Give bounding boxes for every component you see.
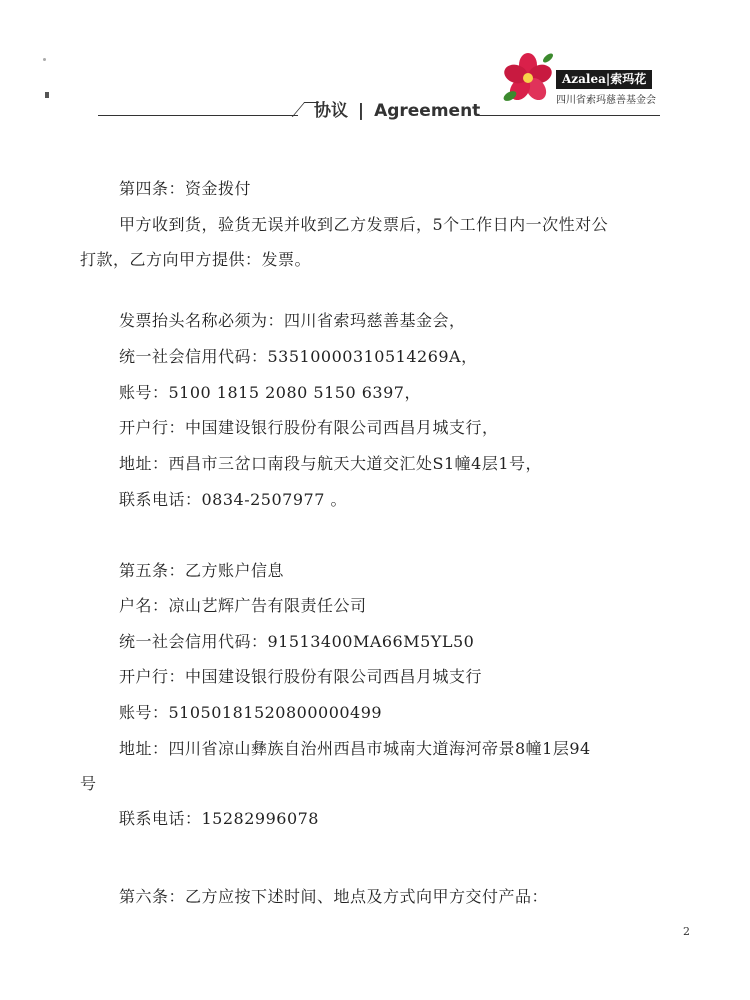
logo-subtitle: 四川省索玛慈善基金会 <box>556 95 656 106</box>
azalea-flower-icon <box>500 48 560 108</box>
party-b-address-line2: 号 <box>80 774 97 793</box>
party-b-phone: 联系电话：15282996078 <box>119 809 319 828</box>
logo-badge: Azalea|索玛花 <box>556 70 652 89</box>
page-number: 2 <box>683 925 690 938</box>
party-b-address-line1: 地址：四川省凉山彝族自治州西昌市城南大道海河帝景8幢1层94 <box>119 739 591 758</box>
article5-title: 第五条：乙方账户信息 <box>119 561 285 580</box>
header-title-cn: 协议 <box>314 101 348 121</box>
article4-title: 第四条：资金拨付 <box>119 179 252 198</box>
party-b-account-name: 户名：凉山艺辉广告有限责任公司 <box>119 596 367 615</box>
party-a-phone: 联系电话：0834-2507977 。 <box>119 490 347 509</box>
azalea-logo <box>500 48 670 106</box>
header-title-separator: | <box>357 101 365 121</box>
party-a-bank: 开户行：中国建设银行股份有限公司西昌月城支行， <box>119 418 499 437</box>
header-title <box>314 96 480 122</box>
header-rule-right <box>478 115 660 116</box>
article6-title: 第六条：乙方应按下述时间、地点及方式向甲方交付产品： <box>119 887 549 906</box>
article4-paragraph-line1: 甲方收到货，验货无误并收到乙方发票后，5个工作日内一次性对公 <box>119 215 609 234</box>
party-b-bank: 开户行：中国建设银行股份有限公司西昌月城支行 <box>119 667 483 686</box>
scan-speck <box>43 58 46 61</box>
party-a-address: 地址：西昌市三岔口南段与航天大道交汇处S1幢4层1号， <box>119 454 543 473</box>
header-title-en: Agreement <box>374 101 481 121</box>
invoice-title-line: 发票抬头名称必须为：四川省索玛慈善基金会， <box>119 311 466 330</box>
header-rule-left <box>98 115 298 116</box>
article4-paragraph-line2: 打款，乙方向甲方提供：发票。 <box>80 250 312 269</box>
party-b-account: 账号：51050181520800000499 <box>119 703 383 722</box>
scan-mark <box>45 92 49 98</box>
party-a-credit-code: 统一社会信用代码：53510000310514269A， <box>119 347 478 366</box>
party-a-account: 账号：5100 1815 2080 5150 6397， <box>119 383 421 402</box>
party-b-credit-code: 统一社会信用代码：91513400MA66M5YL50 <box>119 632 475 651</box>
